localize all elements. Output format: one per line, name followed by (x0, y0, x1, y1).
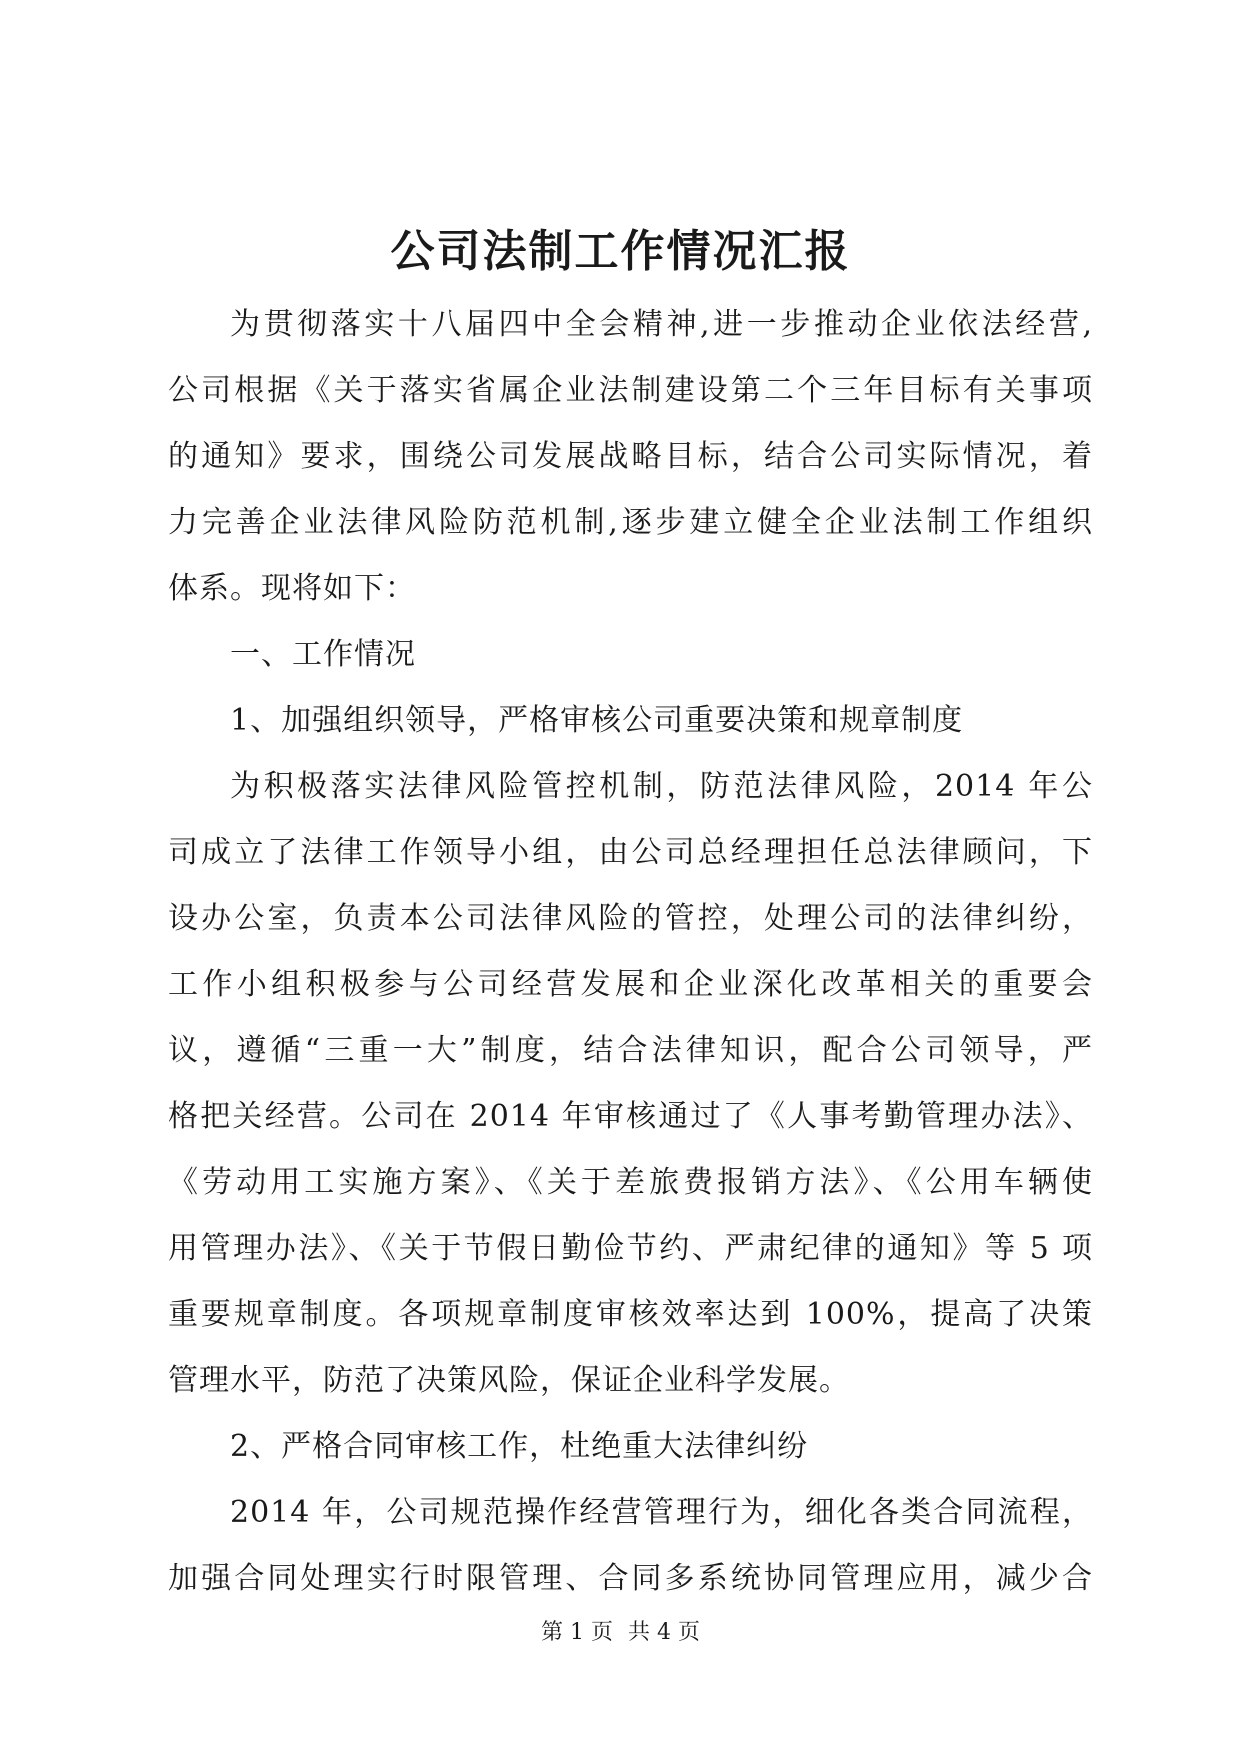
paragraph-line: 用管理办法》、《关于节假日勤俭节约、严肃纪律的通知》等 5 项 (168, 1231, 1093, 1266)
paragraph-line: 2014 年，公司规范操作经营管理行为，细化各类合同流程， (230, 1495, 1093, 1530)
paragraph-line: 为积极落实法律风险管控机制，防范法律风险，2014 年公 (230, 769, 1093, 804)
paragraph-line: 司成立了法律工作领导小组，由公司总经理担任总法律顾问，下 (168, 835, 1093, 870)
paragraph-line: 重要规章制度。各项规章制度审核效率达到 100%，提高了决策 (168, 1297, 1093, 1332)
paragraph-line: 体系。现将如下： (168, 571, 416, 606)
paragraph-line: 的通知》要求，围绕公司发展战略目标，结合公司实际情况，着 (168, 439, 1093, 474)
paragraph-line: 设办公室，负责本公司法律风险的管控，处理公司的法律纠纷， (168, 901, 1093, 936)
page-total: 共 4 页 (628, 1620, 700, 1645)
paragraph-line: 《劳动用工实施方案》、《关于差旅费报销方法》、《公用车辆使 (168, 1165, 1093, 1200)
paragraph-line: 为贯彻落实十八届四中全会精神,进一步推动企业依法经营, (230, 307, 1093, 342)
paragraph-line: 公司根据《关于落实省属企业法制建设第二个三年目标有关事项 (168, 373, 1093, 408)
document-title: 公司法制工作情况汇报 (390, 226, 851, 277)
page-number: 第 1 页 (541, 1620, 613, 1645)
paragraph-line: 格把关经营。公司在 2014 年审核通过了《人事考勤管理办法》、 (168, 1099, 1093, 1134)
subsection-heading: 2、严格合同审核工作，杜绝重大法律纠纷 (230, 1429, 809, 1464)
page-footer (0, 1618, 1241, 1648)
paragraph-line: 管理水平，防范了决策风险，保证企业科学发展。 (168, 1363, 850, 1398)
paragraph-line: 力完善企业法律风险防范机制,逐步建立健全企业法制工作组织 (168, 505, 1093, 540)
paragraph-line: 加强合同处理实行时限管理、合同多系统协同管理应用，减少合 (168, 1561, 1093, 1596)
paragraph-line: 工作小组积极参与公司经营发展和企业深化改革相关的重要会 (168, 967, 1093, 1002)
subsection-heading: 1、加强组织领导，严格审核公司重要决策和规章制度 (230, 703, 964, 738)
document-body (168, 292, 1093, 1612)
paragraph-line: 议，遵循“三重一大”制度，结合法律知识，配合公司领导，严 (168, 1033, 1093, 1068)
section-heading: 一、工作情况 (230, 637, 416, 672)
